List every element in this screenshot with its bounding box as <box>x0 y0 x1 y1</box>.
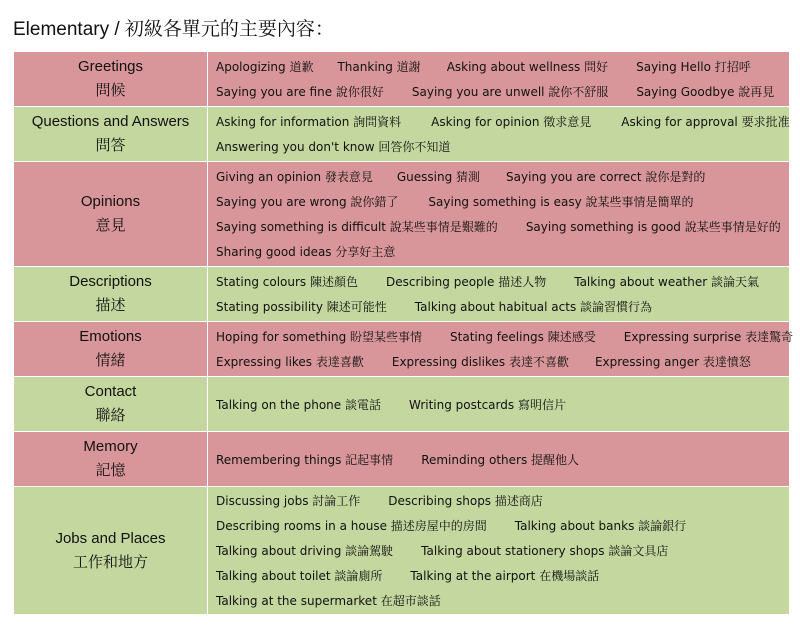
topic-item: Expressing surprise 表達驚奇 <box>623 330 794 344</box>
category-name-en: Emotions <box>79 328 142 345</box>
topic-line <box>216 109 790 134</box>
topic-item: Talking at the supermarket 在超市談話 <box>216 594 441 608</box>
topic-item: Talking about driving 談論駕駛 <box>216 544 394 558</box>
category-row <box>14 486 789 614</box>
category-name-en: Opinions <box>80 193 141 210</box>
category-label <box>14 162 208 266</box>
topic-list <box>208 377 789 431</box>
category-name-zh: 意見 <box>95 217 126 234</box>
topic-item: Saying you are wrong 說你錯了 <box>216 195 399 209</box>
category-row <box>14 431 789 486</box>
topic-item: Stating possibility 陳述可能性 <box>216 300 387 314</box>
topic-item: Stating feelings 陳述感受 <box>450 330 596 344</box>
topic-item: Talking about stationery shops 談論文具店 <box>421 544 669 558</box>
category-name-zh: 情緒 <box>95 352 126 369</box>
topic-line <box>216 79 789 104</box>
topic-item: Saying Goodbye 說再見 <box>636 85 775 99</box>
topic-item: Asking for approval 要求批准 <box>621 115 790 129</box>
topic-line <box>216 269 789 294</box>
topic-line <box>216 189 789 214</box>
topic-item: Sharing good ideas 分享好主意 <box>216 245 396 259</box>
category-name-en: Jobs and Places <box>55 529 166 547</box>
category-name-en: Descriptions <box>69 273 152 290</box>
category-row <box>14 51 789 106</box>
category-label <box>14 487 208 614</box>
topic-item: Talking about banks 談論銀行 <box>514 519 687 533</box>
category-name-zh: 問答 <box>95 137 126 154</box>
category-row <box>14 161 789 266</box>
category-name-en: Questions and Answers <box>31 113 190 130</box>
topic-line <box>216 54 789 79</box>
category-name-en: Contact <box>84 383 137 400</box>
topic-item: Giving an opinion 發表意見 <box>216 170 373 184</box>
topic-item: Remembering things 記起事情 <box>216 452 394 467</box>
category-name-zh: 工作和地方 <box>72 553 148 571</box>
topic-item: Asking for information 詢問資料 <box>216 115 402 129</box>
topic-item: Asking about wellness 問好 <box>446 60 609 74</box>
topic-item: Talking on the phone 談電話 <box>216 397 381 412</box>
topic-item: Saying something is easy 說某些事情是簡單的 <box>428 195 694 209</box>
category-name-zh: 問候 <box>95 82 126 99</box>
topic-line <box>216 294 789 319</box>
category-name-zh: 記憶 <box>95 462 126 479</box>
category-row <box>14 376 789 431</box>
topic-item: Saying you are correct 說你是對的 <box>506 170 706 184</box>
topic-item: Describing people 描述人物 <box>385 275 547 289</box>
topic-line <box>216 324 793 349</box>
topic-list <box>208 162 789 266</box>
category-row <box>14 321 794 376</box>
topic-item: Answering you don't know 回答你不知道 <box>216 140 451 154</box>
topic-item: Guessing 猜測 <box>396 170 481 184</box>
topic-item: Saying you are fine 說你很好 <box>216 85 384 99</box>
topic-list <box>208 267 789 321</box>
category-name-en: Greetings <box>77 58 144 75</box>
topic-item: Saying Hello 打招呼 <box>636 60 751 74</box>
topic-list <box>208 432 789 486</box>
topic-item: Saying something is difficult 說某些事情是艱難的 <box>216 220 498 234</box>
topic-item: Expressing dislikes 表達不喜歡 <box>391 355 569 369</box>
topic-item: Talking at the airport 在機場談話 <box>410 569 600 583</box>
topic-item: Asking for opinion 徵求意見 <box>431 115 592 129</box>
category-label <box>14 377 208 431</box>
topic-line <box>216 488 789 513</box>
topic-line <box>216 349 793 374</box>
topic-item: Reminding others 提醒他人 <box>421 452 580 467</box>
category-label <box>14 267 208 321</box>
topic-item: Thanking 道謝 <box>337 60 421 74</box>
topic-line <box>216 447 789 472</box>
topic-item: Writing postcards 寫明信片 <box>409 397 566 412</box>
topic-item: Talking about habitual acts 談論習慣行為 <box>414 300 653 314</box>
topic-item: Saying you are unwell 說你不舒服 <box>411 85 609 99</box>
category-label <box>14 322 208 376</box>
topic-item: Hoping for something 盼望某些事情 <box>216 330 423 344</box>
topic-item: Talking about toilet 談論廁所 <box>216 569 383 583</box>
topic-item: Expressing likes 表達喜歡 <box>216 355 364 369</box>
category-label <box>14 432 208 486</box>
category-name-zh: 描述 <box>95 297 126 314</box>
topic-list <box>208 107 790 161</box>
topic-line <box>216 214 789 239</box>
topic-line <box>216 392 789 417</box>
topic-line <box>216 588 789 613</box>
topic-list <box>208 487 789 614</box>
category-row <box>14 106 789 161</box>
topic-item: Stating colours 陳述顏色 <box>216 275 358 289</box>
topic-line <box>216 239 789 264</box>
topic-item: Describing shops 描述商店 <box>388 494 543 508</box>
topic-line <box>216 513 789 538</box>
page-title: Elementary / 初級各單元的主要內容： <box>13 19 334 40</box>
topic-line <box>216 164 789 189</box>
topic-list <box>208 52 789 106</box>
topic-item: Talking about weather 談論天氣 <box>574 275 760 289</box>
curriculum-table <box>14 51 794 614</box>
topic-item: Apologizing 道歉 <box>216 60 314 74</box>
category-label <box>14 52 208 106</box>
topic-line <box>216 134 790 159</box>
topic-item: Saying something is good 說某些事情是好的 <box>525 220 781 234</box>
category-name-en: Memory <box>83 438 138 455</box>
topic-list <box>208 322 793 376</box>
category-label <box>14 107 208 161</box>
category-row <box>14 266 789 321</box>
topic-item: Describing rooms in a house 描述房屋中的房間 <box>216 519 487 533</box>
category-name-zh: 聯絡 <box>95 407 126 424</box>
topic-line <box>216 538 789 563</box>
topic-item: Discussing jobs 討論工作 <box>216 494 361 508</box>
topic-item: Expressing anger 表達憤怒 <box>594 355 751 369</box>
topic-line <box>216 563 789 588</box>
